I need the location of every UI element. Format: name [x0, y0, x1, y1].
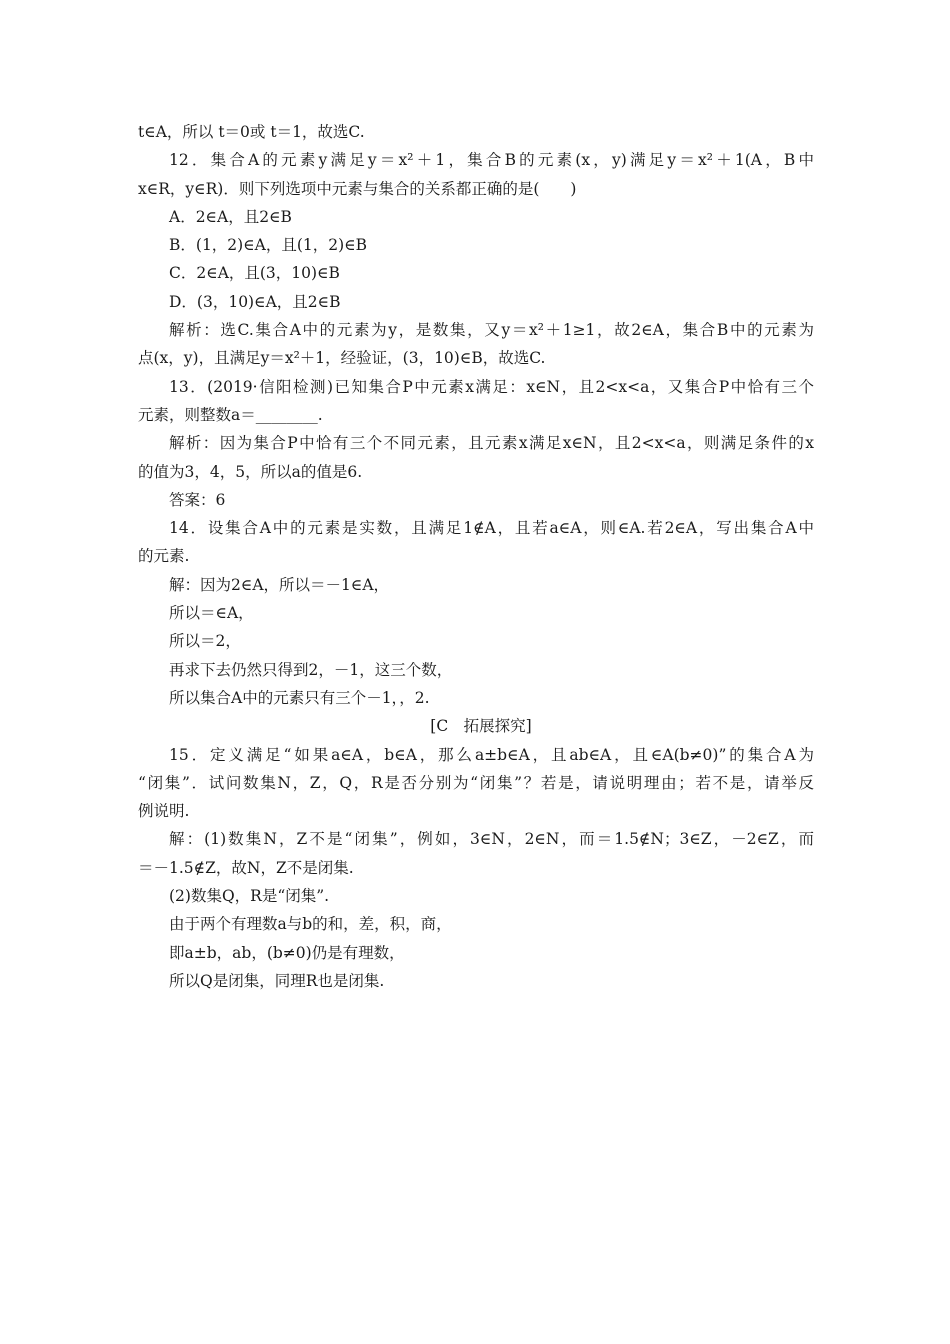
- option-d: D．(3，10)∈A，且2∈B: [169, 292, 341, 311]
- section-heading: [C 拓展探究]: [430, 717, 532, 736]
- text-line: 所以Q是闭集，同理R也是闭集.: [169, 971, 385, 990]
- analysis-line: 解析：因为集合P中恰有三个不同元素，且元素x满足x∈N，且2<x<a，则满足条件的x: [169, 434, 814, 453]
- analysis-line: 解析：选C.集合A中的元素为y，是数集，又y＝x²＋1≥1，故2∈A，集合B中的元素为: [169, 321, 814, 340]
- question-12-line: 12．集合A的元素y满足y＝x²＋1，集合B的元素(x，y)满足y＝x²＋1(A，B中: [169, 151, 814, 170]
- solution-line: 解：因为2∈A，所以＝－1∈A，: [169, 575, 390, 594]
- question-14-line: 14．设集合A中的元素是实数，且满足1∉A，且若a∈A，则∈A.若2∈A，写出集合A中: [169, 519, 814, 538]
- option-c: C．2∈A，且(3，10)∈B: [169, 264, 340, 283]
- text-line: 所以＝∈A，: [169, 604, 254, 623]
- text-line: 所以＝2，: [169, 632, 241, 651]
- text-line: 再求下去仍然只得到2，－1，这三个数，: [169, 660, 453, 679]
- question-15-line: 15．定义满足“如果a∈A，b∈A，那么a±b∈A，且ab∈A，且∈A(b≠0)”的集合A为: [169, 745, 814, 764]
- document-page: [138, 118, 814, 995]
- text-line: (2)数集Q，R是“闭集”.: [169, 887, 330, 906]
- text-line: 例说明.: [138, 802, 190, 821]
- text-line: “闭集”．试问数集N，Z，Q，R是否分别为“闭集”？若是，请说明理由；若不是，请举反: [138, 773, 814, 792]
- text-line: t∈A，所以 t＝0或 t＝1，故选C.: [138, 123, 365, 141]
- text-line: ＝－1.5∉Z，故N，Z不是闭集.: [138, 858, 354, 877]
- solution-line: 解：(1)数集N，Z不是“闭集”，例如，3∈N，2∈N，而＝1.5∉N；3∈Z，－2∈Z，而: [169, 830, 814, 849]
- text-line: 的值为3，4，5，所以a的值是6.: [138, 462, 363, 481]
- option-a: A．2∈A，且2∈B: [169, 207, 292, 226]
- text-line: 的元素.: [138, 547, 190, 566]
- text-line: 由于两个有理数a与b的和，差，积，商，: [169, 915, 452, 934]
- text-line: 即a±b，ab，(b≠0)仍是有理数，: [169, 943, 405, 962]
- question-13-line: 13．(2019·信阳检测)已知集合P中元素x满足：x∈N，且2<x<a，又集合P中恰有三个: [169, 377, 814, 396]
- answer-line: 答案：6: [169, 490, 226, 509]
- text-line: x∈R，y∈R)．则下列选项中元素与集合的关系都正确的是( ): [138, 179, 577, 198]
- option-b: B．(1，2)∈A，且(1，2)∈B: [169, 236, 368, 255]
- text-line: 点(x，y)，且满足y＝x²＋1，经验证，(3，10)∈B，故选C.: [138, 349, 546, 368]
- text-line: 元素，则整数a＝________.: [138, 405, 323, 424]
- text-line: 所以集合A中的元素只有三个－1，，2.: [169, 688, 430, 707]
